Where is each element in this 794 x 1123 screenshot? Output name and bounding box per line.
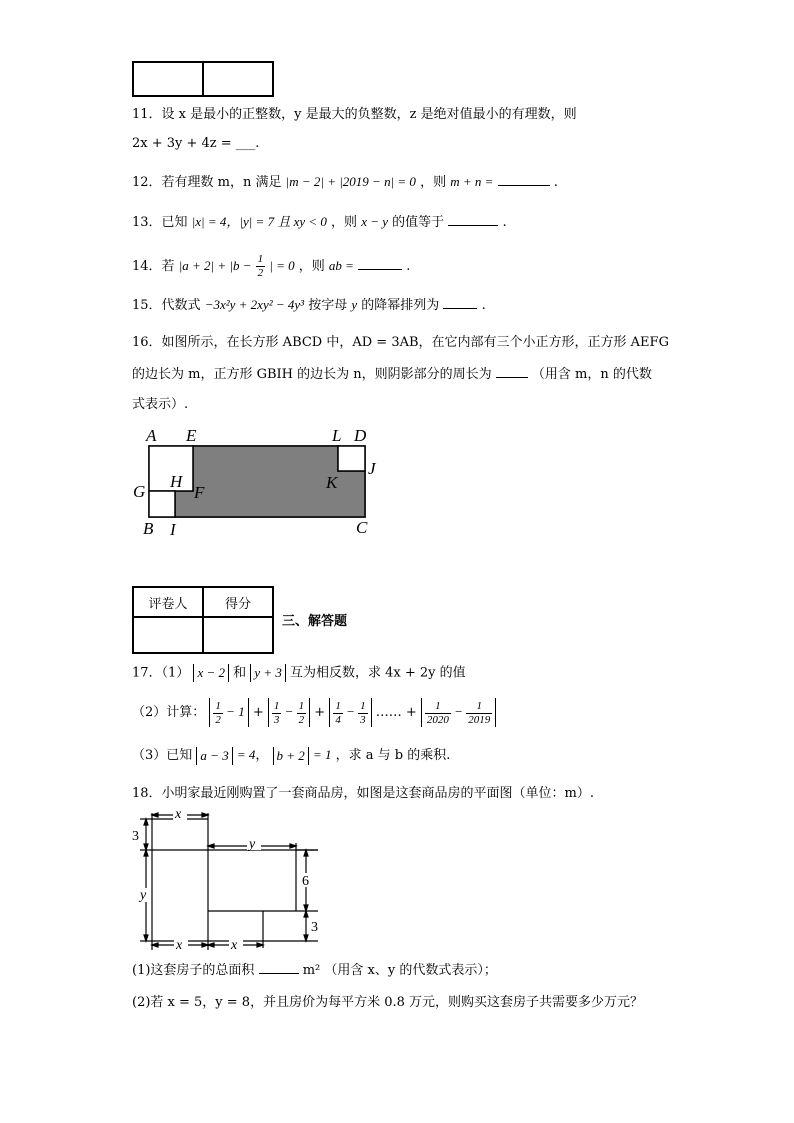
figure-16-rectangle-diagram — [130, 424, 390, 540]
top-score-box — [132, 61, 274, 97]
q15-answer-blank[interactable] — [443, 296, 477, 309]
fig18-label-bottom-x-1: x — [176, 938, 183, 953]
top-box-cell-2 — [203, 62, 273, 96]
q15-prefix: 15．代数式 — [132, 298, 201, 313]
q14-mid: ，则 — [298, 259, 325, 274]
q17-p3-abs-a: a − 3 — [196, 747, 232, 765]
grader-cell[interactable] — [133, 617, 203, 653]
question-16-line-2 — [132, 365, 652, 384]
top-box-cell-1 — [133, 62, 203, 96]
question-16-line-1: 16．如图所示，在长方形 ABCD 中，AD = 3AB，在它内部有三个小正方形，正方形 AEFG — [132, 335, 669, 350]
q12-suffix: . — [553, 175, 558, 190]
fig18-label-left-y: y — [140, 888, 147, 903]
q18-p1-suffix: （用含 x、y 的代数式表示）； — [324, 963, 497, 978]
q15-var: y — [351, 297, 358, 312]
q17-p2-term-2: $\frac{1}{3}$ − $\frac{1}{2}$ — [268, 698, 310, 727]
q14-expr2: ab = — [328, 258, 354, 273]
question-17-part-1 — [132, 664, 466, 683]
q14-answer-blank[interactable] — [358, 257, 402, 270]
score-cell[interactable] — [203, 617, 273, 653]
question-11-line-1: 11．设 x 是最小的正整数，y 是最大的负整数，z 是绝对值最小的有理数，则 — [132, 107, 577, 122]
fig16-label-C: C — [356, 518, 368, 537]
question-18-part-2: (2)若 x = 5，y = 8，并且房价为每平方米 0.8 万元，则购买这套房子共需要多少万元？ — [132, 995, 644, 1010]
q17-p3-suffix: ，求 a 与 b 的乘积. — [335, 748, 451, 763]
q15-suffix: 的降幂排列为 — [361, 298, 440, 313]
question-16-line-3: 式表示）. — [132, 397, 189, 412]
fig16-label-G: G — [133, 482, 146, 501]
q14-expr-a: |a + 2| + |b − — [178, 258, 252, 273]
fig16-label-I: I — [170, 520, 176, 539]
fig16-label-F: F — [194, 483, 205, 502]
fig16-label-H: H — [170, 472, 183, 491]
question-18-line-1: 18．小明家最近刚购置了一套商品房，如图是这套商品房的平面图（单位：m）. — [132, 786, 595, 801]
q13-suffix: 的值等于 — [392, 215, 445, 230]
question-12 — [132, 173, 558, 192]
q17-p3-abs-b: b + 2 — [273, 747, 309, 765]
q12-mid: ，则 — [420, 175, 447, 190]
grader-score-box — [132, 586, 274, 654]
q12-expr: |m − 2| + |2019 − n| = 0 — [285, 174, 416, 189]
figure-18-floor-plan — [130, 803, 330, 953]
q17-p3-b-val: = 1 — [312, 747, 332, 762]
q13-expr2: x − y — [361, 214, 388, 229]
fig16-label-E: E — [186, 426, 197, 445]
fig18-label-left-3: 3 — [132, 829, 139, 844]
question-14 — [132, 253, 410, 280]
q14-fraction — [256, 253, 266, 280]
q13-mid: ，则 — [331, 215, 358, 230]
question-17-part-3: （3）已知 a − 3 = 4， b + 2 = 1 ，求 a 与 b 的乘积. — [132, 747, 451, 763]
fig16-label-A: A — [146, 426, 157, 445]
fig18-label-top-x: x — [175, 807, 182, 822]
q17-p2-dots: …… — [375, 704, 402, 720]
q17-p1-mid: 和 — [233, 665, 247, 681]
q14-expr-b: | = 0 — [269, 258, 295, 273]
section-title-solve: 三、解答题 — [282, 614, 348, 629]
q18-answer-blank[interactable] — [259, 961, 299, 974]
q17-p2-term-3: $\frac{1}{4}$ − $\frac{1}{3}$ — [329, 698, 371, 727]
q17-p2-term-last: $\frac{1}{2020}$ − $\frac{1}{2019}$ — [421, 698, 496, 727]
fig16-label-L: L — [332, 426, 342, 445]
fig18-label-bottom-x-2: x — [231, 938, 238, 953]
fig16-label-D: D — [354, 426, 367, 445]
q18-p1-unit: m² — [302, 963, 321, 978]
q12-answer-blank[interactable] — [498, 173, 550, 186]
fig16-label-J: J — [368, 459, 376, 478]
q17-p1-abs-a: x − 2 — [193, 664, 229, 682]
q13-prefix: 13．已知 — [132, 215, 188, 230]
fig18-label-mid-y: y — [249, 837, 256, 852]
q12-prefix: 12．若有理数 m，n 满足 — [132, 175, 282, 190]
question-15: 15．代数式 −3x²y + 2xy² − 4y³ 按字母 y 的降幂排列为 . — [132, 297, 486, 313]
q13-expr: |x| = 4，|y| = 7 且 xy < 0 — [191, 214, 327, 229]
question-18-part-1 — [132, 961, 497, 980]
q16-line2a: 的边长为 m，正方形 GBIH 的边长为 n，则阴影部分的周长为 — [132, 367, 492, 382]
q17-p1-abs-b: y + 3 — [250, 664, 286, 682]
q14-suffix: . — [406, 259, 411, 274]
question-13: 13．已知 |x| = 4，|y| = 7 且 xy < 0 ，则 x − y 的值等于 . — [132, 214, 507, 230]
score-header: 得分 — [203, 587, 273, 617]
fig16-label-K: K — [326, 473, 338, 492]
fig16-label-B: B — [143, 519, 154, 538]
q14-frac-den: 2 — [257, 267, 264, 279]
q14-prefix: 14．若 — [132, 259, 175, 274]
question-11-line-2: 2x + 3y + 4z = ___. — [132, 136, 260, 151]
q17-p1-prefix: 17．（1） — [132, 665, 190, 681]
fig18-label-right-3: 3 — [311, 920, 318, 935]
q17-p2-term-1: $\frac{1}{2}$ − 1 — [209, 698, 248, 727]
q12-expr2: m + n = — [450, 174, 494, 189]
q17-p3-a-val: = 4 — [236, 747, 256, 762]
q18-p1-prefix: (1)这套房子的总面积 — [132, 963, 255, 978]
grader-header: 评卷人 — [133, 587, 203, 617]
q16-line2b: （用含 m，n 的代数 — [531, 367, 652, 382]
q16-answer-blank[interactable] — [496, 365, 528, 378]
q17-p1-suffix: 互为相反数，求 4x + 2y 的值 — [290, 665, 466, 681]
q14-frac-num: 1 — [257, 253, 264, 265]
q17-p2-prefix: （2）计算： — [132, 704, 206, 720]
fig18-label-right-6: 6 — [302, 874, 309, 889]
q15-mid: 按字母 — [308, 298, 348, 313]
q13-answer-blank[interactable] — [448, 213, 498, 226]
question-17-part-2: （2）计算： $\frac{1}{2}$ − 1 + $\frac{1}{3}$ − $\frac{1}{2}$ + $\frac{1}{4}$ − $\frac{1}{3}$ …… + $\frac{1}{2020}$ − $\frac{1}{2019}$ — [132, 698, 496, 727]
q17-p3-prefix: （3）已知 — [132, 748, 193, 763]
q15-expr: −3x²y + 2xy² − 4y³ — [204, 297, 305, 312]
